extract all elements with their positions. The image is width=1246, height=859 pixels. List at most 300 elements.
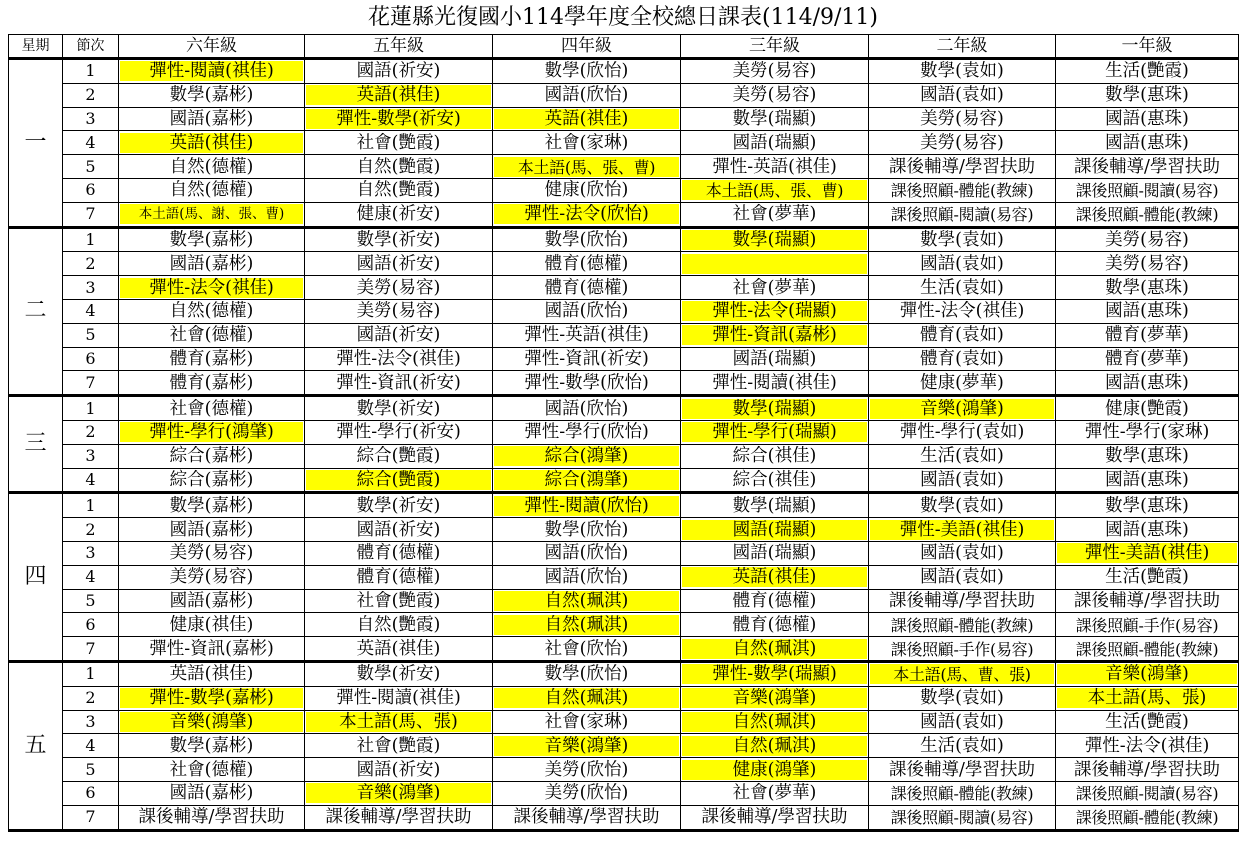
class-subject: 彈性-數學(欣怡) (524, 372, 649, 393)
class-subject: 自然(艷霞) (356, 614, 441, 635)
class-cell (1056, 565, 1239, 589)
class-cell (681, 178, 869, 202)
class-subject: 課後照顧-體能(教練) (1075, 205, 1219, 225)
class-subject: 彈性-學行(鴻肇) (120, 422, 303, 442)
class-cell (493, 371, 681, 396)
class-cell (305, 299, 493, 323)
class-subject: 英語(祺佳) (682, 567, 867, 587)
class-subject: 本土語(馬、張、曹) (494, 157, 679, 177)
class-subject: 健康(欣怡) (544, 180, 629, 201)
class-cell (1056, 155, 1239, 179)
class-subject: 美勞(易容) (732, 85, 817, 106)
class-cell (305, 758, 493, 782)
class-subject: 數學(祈安) (356, 664, 441, 685)
period-number: 4 (63, 299, 119, 323)
class-subject: 國語(欣怡) (544, 567, 629, 588)
class-cell (869, 734, 1056, 758)
period-number: 4 (63, 131, 119, 155)
class-cell (1056, 661, 1239, 686)
class-subject: 國語(惠珠) (1105, 372, 1189, 393)
table-row (9, 589, 1239, 613)
class-subject: 自然(珮淇) (682, 639, 867, 659)
class-subject: 健康(鴻肇) (682, 760, 867, 780)
period-number: 4 (63, 565, 119, 589)
class-subject: 彈性-法令(祺佳) (336, 348, 461, 369)
class-cell (1056, 541, 1239, 565)
class-cell (493, 686, 681, 710)
class-cell (119, 589, 305, 613)
period-number: 1 (63, 227, 119, 252)
class-subject: 課後照顧-體能(教練) (890, 784, 1034, 804)
class-subject: 彈性-法令(欣怡) (494, 204, 679, 224)
class-cell (869, 613, 1056, 637)
class-cell (119, 420, 305, 444)
class-subject: 國語(祈安) (356, 325, 441, 346)
class-cell (1056, 107, 1239, 131)
class-subject: 課後輔導/學習扶助 (701, 807, 848, 828)
class-subject: 國語(嘉彬) (169, 253, 254, 274)
table-row (9, 686, 1239, 710)
class-cell (493, 589, 681, 613)
table-row (9, 565, 1239, 589)
class-subject: 綜合(嘉彬) (169, 446, 254, 467)
class-cell (305, 541, 493, 565)
table-row (9, 276, 1239, 300)
class-subject: 體育(夢華) (1105, 325, 1189, 346)
class-cell (869, 252, 1056, 276)
class-subject: 數學(瑞顯) (732, 495, 817, 516)
class-subject: 數學(惠珠) (1105, 277, 1189, 298)
class-cell (493, 252, 681, 276)
class-subject: 彈性-學行(祈安) (336, 422, 461, 443)
class-cell (305, 613, 493, 637)
class-subject: 數學(袁如) (920, 495, 1004, 516)
class-cell (869, 710, 1056, 734)
class-subject: 美勞(易容) (920, 108, 1004, 129)
class-cell (681, 493, 869, 518)
class-cell (681, 661, 869, 686)
class-subject: 國語(祈安) (356, 253, 441, 274)
period-number: 3 (63, 710, 119, 734)
table-row (9, 444, 1239, 468)
table-row (9, 227, 1239, 252)
class-subject: 自然(德權) (169, 156, 254, 177)
class-cell (869, 781, 1056, 805)
table-row (9, 155, 1239, 179)
class-cell (1056, 323, 1239, 347)
class-cell (869, 371, 1056, 396)
class-subject: 數學(祈安) (356, 495, 441, 516)
class-subject: 國語(欣怡) (544, 85, 629, 106)
class-cell (305, 155, 493, 179)
class-subject: 美勞(易容) (1105, 253, 1189, 274)
class-subject: 彈性-學行(欣怡) (524, 422, 649, 443)
class-cell (119, 805, 305, 830)
class-cell (869, 155, 1056, 179)
class-subject: 國語(瑞顯) (682, 520, 867, 540)
class-subject: 自然(德權) (169, 301, 254, 322)
class-cell (681, 131, 869, 155)
class-subject: 數學(袁如) (920, 61, 1004, 82)
class-subject: 自然(艷霞) (356, 180, 441, 201)
class-subject: 數學(惠珠) (1105, 446, 1189, 467)
table-row (9, 613, 1239, 637)
class-cell (681, 734, 869, 758)
class-cell (119, 299, 305, 323)
class-cell (1056, 468, 1239, 493)
class-cell (869, 420, 1056, 444)
class-subject: 彈性-法令(瑞顯) (682, 301, 867, 321)
period-number: 1 (63, 59, 119, 84)
table-row (9, 781, 1239, 805)
class-cell (119, 758, 305, 782)
class-cell (681, 758, 869, 782)
header-day: 星期 (9, 35, 63, 59)
class-cell (493, 396, 681, 421)
class-cell (305, 468, 493, 493)
class-subject: 生活(艷霞) (1105, 711, 1189, 732)
class-cell (1056, 518, 1239, 542)
class-subject: 數學(瑞顯) (682, 399, 867, 419)
class-cell (493, 565, 681, 589)
table-row (9, 131, 1239, 155)
class-cell (493, 781, 681, 805)
class-cell (119, 276, 305, 300)
period-number: 4 (63, 734, 119, 758)
day-label: 三 (9, 396, 63, 493)
class-cell (305, 710, 493, 734)
class-cell (305, 276, 493, 300)
header-grade: 五年級 (305, 35, 493, 59)
class-cell (119, 686, 305, 710)
schedule-table (8, 34, 1239, 832)
class-cell (1056, 589, 1239, 613)
class-subject: 數學(惠珠) (1105, 495, 1189, 516)
class-subject: 生活(袁如) (920, 277, 1004, 298)
class-cell (681, 613, 869, 637)
class-cell (681, 59, 869, 84)
class-subject: 音樂(鴻肇) (1057, 664, 1237, 684)
schedule-body (9, 59, 1239, 831)
class-subject: 音樂(鴻肇) (682, 688, 867, 708)
class-subject: 自然(珮淇) (494, 615, 679, 635)
class-subject: 自然(珮淇) (494, 591, 679, 611)
class-cell (119, 781, 305, 805)
period-number: 7 (63, 805, 119, 830)
class-cell (869, 178, 1056, 202)
class-subject: 國語(瑞顯) (732, 132, 817, 153)
class-subject: 美勞(易容) (169, 543, 254, 564)
class-cell (681, 686, 869, 710)
class-subject: 彈性-法令(祺佳) (1084, 735, 1210, 756)
class-subject: 課後照顧-閱讀(易容) (890, 808, 1034, 828)
class-cell (305, 227, 493, 252)
class-cell (681, 637, 869, 662)
class-cell (493, 347, 681, 371)
class-subject: 美勞(欣怡) (544, 783, 629, 804)
class-subject: 英語(祺佳) (306, 85, 491, 105)
class-subject: 國語(嘉彬) (169, 108, 254, 129)
class-subject: 生活(艷霞) (1105, 567, 1189, 588)
header-period: 節次 (63, 35, 119, 59)
class-subject: 數學(袁如) (920, 688, 1004, 709)
class-cell (1056, 637, 1239, 662)
class-subject: 音樂(鴻肇) (120, 712, 303, 732)
class-cell (681, 107, 869, 131)
class-cell (119, 131, 305, 155)
class-subject: 健康(祈安) (356, 204, 441, 225)
class-cell (305, 734, 493, 758)
class-cell (1056, 444, 1239, 468)
class-cell (869, 202, 1056, 227)
class-cell (119, 227, 305, 252)
table-row (9, 420, 1239, 444)
class-cell (305, 637, 493, 662)
period-number: 4 (63, 468, 119, 493)
class-cell (305, 323, 493, 347)
day-label: 二 (9, 227, 63, 396)
table-row (9, 323, 1239, 347)
class-cell (681, 202, 869, 227)
period-number: 3 (63, 444, 119, 468)
table-row (9, 178, 1239, 202)
class-cell (119, 252, 305, 276)
class-cell (305, 493, 493, 518)
class-cell (681, 541, 869, 565)
table-row (9, 252, 1239, 276)
class-cell (119, 444, 305, 468)
class-cell (305, 83, 493, 107)
class-cell (681, 565, 869, 589)
class-cell (305, 686, 493, 710)
period-number: 5 (63, 758, 119, 782)
class-cell (305, 781, 493, 805)
class-cell (1056, 276, 1239, 300)
class-cell (681, 518, 869, 542)
class-cell (493, 758, 681, 782)
class-subject: 彈性-學行(瑞顯) (682, 422, 867, 442)
period-number: 1 (63, 661, 119, 686)
period-number: 1 (63, 396, 119, 421)
class-subject: 國語(惠珠) (1105, 519, 1189, 540)
class-subject: 彈性-學行(袁如) (899, 422, 1025, 443)
class-cell (1056, 420, 1239, 444)
class-subject: 課後輔導/學習扶助 (513, 807, 660, 828)
class-subject: 綜合(嘉彬) (169, 469, 254, 490)
class-subject: 體育(德權) (356, 543, 441, 564)
class-cell (1056, 396, 1239, 421)
class-subject: 課後照顧-手作(易容) (890, 639, 1034, 659)
class-subject: 彈性-閱讀(祺佳) (120, 61, 303, 81)
class-subject: 社會(艷霞) (356, 132, 441, 153)
table-row (9, 468, 1239, 493)
table-row (9, 371, 1239, 396)
class-cell (493, 468, 681, 493)
class-subject: 體育(夢華) (1105, 348, 1189, 369)
class-subject: 綜合(鴻肇) (494, 470, 679, 490)
class-subject: 美勞(易容) (732, 61, 817, 82)
class-cell (681, 155, 869, 179)
class-cell (681, 299, 869, 323)
class-cell (119, 565, 305, 589)
class-cell (681, 347, 869, 371)
class-subject: 英語(祺佳) (120, 133, 303, 153)
table-row (9, 758, 1239, 782)
period-number: 7 (63, 202, 119, 227)
class-cell (119, 637, 305, 662)
class-subject: 彈性-美語(祺佳) (1057, 543, 1237, 563)
period-number: 1 (63, 493, 119, 518)
class-subject: 體育(袁如) (920, 325, 1004, 346)
class-subject: 自然(德權) (169, 180, 254, 201)
class-subject: 課後照顧-體能(教練) (1075, 808, 1219, 828)
class-cell (493, 131, 681, 155)
class-subject: 彈性-法令(祺佳) (899, 301, 1025, 322)
table-row (9, 347, 1239, 371)
class-cell (869, 276, 1056, 300)
period-number: 2 (63, 518, 119, 542)
class-subject: 課後照顧-閱讀(易容) (1075, 181, 1219, 201)
class-subject: 社會(德權) (169, 398, 254, 419)
class-cell (119, 155, 305, 179)
class-cell (119, 613, 305, 637)
class-subject: 美勞(欣怡) (544, 759, 629, 780)
class-cell (869, 107, 1056, 131)
header-row (9, 35, 1239, 59)
class-subject: 國語(袁如) (920, 711, 1004, 732)
period-number: 2 (63, 83, 119, 107)
class-cell (869, 299, 1056, 323)
class-subject: 課後輔導/學習扶助 (138, 807, 285, 828)
class-cell (119, 518, 305, 542)
class-cell (119, 541, 305, 565)
table-row (9, 710, 1239, 734)
class-subject: 體育(德權) (356, 567, 441, 588)
class-subject: 社會(艷霞) (356, 735, 441, 756)
period-number: 5 (63, 323, 119, 347)
class-cell (1056, 493, 1239, 518)
period-number: 3 (63, 541, 119, 565)
class-cell (1056, 131, 1239, 155)
table-row (9, 541, 1239, 565)
class-cell (493, 710, 681, 734)
class-cell (869, 758, 1056, 782)
header-grade: 三年級 (681, 35, 869, 59)
class-cell (681, 781, 869, 805)
class-cell (119, 661, 305, 686)
class-cell (119, 83, 305, 107)
class-subject: 課後輔導/學習扶助 (1074, 759, 1220, 780)
class-subject: 自然(珮淇) (682, 712, 867, 732)
period-number: 2 (63, 420, 119, 444)
class-subject: 本土語(馬、張) (1057, 688, 1237, 708)
class-subject: 彈性-數學(瑞顯) (682, 664, 867, 684)
table-row (9, 637, 1239, 662)
class-cell (1056, 83, 1239, 107)
class-cell (681, 805, 869, 830)
table-row (9, 59, 1239, 84)
class-subject: 數學(嘉彬) (169, 229, 254, 250)
class-subject: 國語(欣怡) (544, 301, 629, 322)
class-cell (681, 396, 869, 421)
class-subject: 課後輔導/學習扶助 (325, 807, 472, 828)
class-cell (305, 396, 493, 421)
class-subject: 彈性-英語(祺佳) (712, 156, 837, 177)
class-subject: 國語(惠珠) (1105, 469, 1189, 490)
class-cell (493, 493, 681, 518)
class-cell (493, 661, 681, 686)
class-subject: 課後照顧-手作(易容) (1075, 615, 1219, 635)
class-cell (493, 202, 681, 227)
class-cell (119, 178, 305, 202)
class-cell (493, 541, 681, 565)
class-subject: 自然(珮淇) (494, 688, 679, 708)
class-subject: 體育(德權) (732, 614, 817, 635)
class-cell (305, 107, 493, 131)
class-cell (119, 734, 305, 758)
class-subject: 數學(嘉彬) (169, 85, 254, 106)
class-cell (305, 371, 493, 396)
class-subject: 國語(祈安) (356, 61, 441, 82)
class-cell (1056, 299, 1239, 323)
class-cell (493, 637, 681, 662)
class-subject: 數學(欣怡) (544, 229, 629, 250)
class-subject: 課後照顧-體能(教練) (890, 615, 1034, 635)
class-cell (681, 83, 869, 107)
class-cell (305, 178, 493, 202)
class-cell (119, 396, 305, 421)
class-cell (869, 396, 1056, 421)
class-cell (1056, 613, 1239, 637)
class-cell (119, 347, 305, 371)
class-subject: 健康(祺佳) (169, 614, 254, 635)
class-subject: 綜合(鴻肇) (494, 446, 679, 466)
class-subject: 社會(德權) (169, 759, 254, 780)
class-subject: 國語(祈安) (356, 759, 441, 780)
class-cell (681, 589, 869, 613)
class-cell (305, 661, 493, 686)
class-cell (869, 444, 1056, 468)
period-number: 6 (63, 781, 119, 805)
class-subject: 數學(袁如) (920, 229, 1004, 250)
class-cell (681, 371, 869, 396)
class-subject: 彈性-閱讀(祺佳) (712, 372, 837, 393)
class-cell (869, 686, 1056, 710)
class-subject: 社會(家琳) (544, 132, 629, 153)
period-number: 6 (63, 613, 119, 637)
period-number: 3 (63, 276, 119, 300)
period-number: 7 (63, 371, 119, 396)
class-subject: 國語(惠珠) (1105, 108, 1189, 129)
day-label: 五 (9, 661, 63, 830)
class-cell (869, 131, 1056, 155)
class-subject (682, 254, 867, 274)
class-subject: 音樂(鴻肇) (870, 399, 1054, 419)
class-subject: 綜合(艷霞) (356, 446, 441, 467)
class-subject: 彈性-學行(家琳) (1084, 422, 1210, 443)
class-cell (493, 178, 681, 202)
period-number: 3 (63, 107, 119, 131)
class-cell (869, 637, 1056, 662)
class-cell (493, 227, 681, 252)
class-subject: 健康(艷霞) (1105, 398, 1189, 419)
class-subject: 課後輔導/學習扶助 (889, 590, 1035, 611)
class-subject: 體育(德權) (544, 253, 629, 274)
period-number: 2 (63, 252, 119, 276)
class-subject: 國語(瑞顯) (732, 543, 817, 564)
class-cell (119, 107, 305, 131)
class-subject: 體育(德權) (732, 590, 817, 611)
